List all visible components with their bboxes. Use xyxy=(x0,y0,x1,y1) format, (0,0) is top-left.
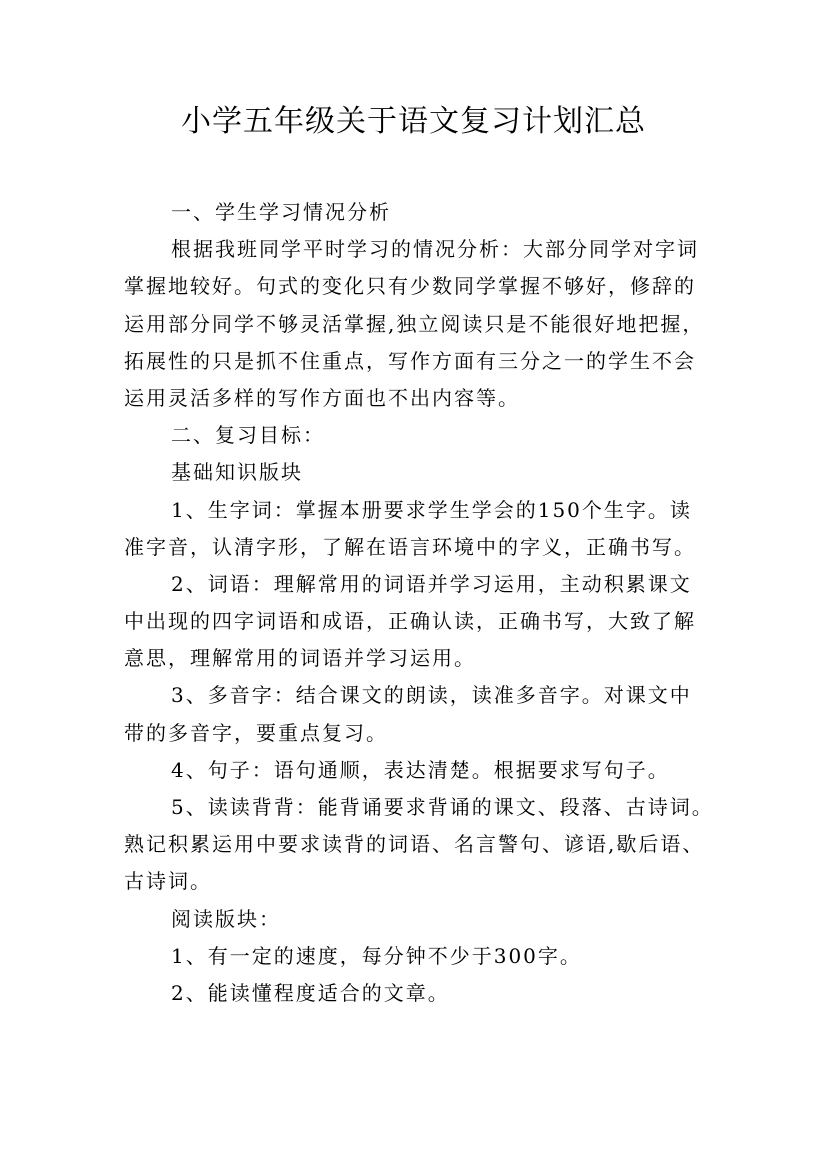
document-text-line: 中出现的四字词语和成语，正确认读，正确书写，大致了解 xyxy=(124,609,696,634)
document-text-line: 古诗词。 xyxy=(124,869,212,894)
document-text-line: 准字音，认清字形，了解在语言环境中的字义，正确书写。 xyxy=(124,534,696,559)
document-text-line: 1、有一定的速度，每分钟不少于300字。 xyxy=(171,943,582,968)
document-text-line: 1、生字词：掌握本册要求学生学会的150个生字。读 xyxy=(171,497,692,522)
document-text-line: 阅读版块： xyxy=(171,906,281,931)
document-text-line: 基础知识版块 xyxy=(171,460,303,485)
document-text-line: 意思，理解常用的词语并学习运用。 xyxy=(124,646,476,671)
document-text-line: 5、读读背背：能背诵要求背诵的课文、段落、古诗词。 xyxy=(171,795,714,819)
document-text-line: 运用灵活多样的写作方面也不出内容等。 xyxy=(124,385,520,410)
document-text-line: 带的多音字，要重点复习。 xyxy=(124,720,388,745)
document-text-line: 一、学生学习情况分析 xyxy=(171,200,391,224)
document-text-line: 掌握地较好。句式的变化只有少数同学掌握不够好，修辞的 xyxy=(124,274,696,299)
document-text-line: 3、多音字：结合课文的朗读，读准多音字。对课文中 xyxy=(171,683,692,708)
document-title: 小学五年级关于语文复习计划汇总 xyxy=(181,104,646,139)
document-text-line: 4、句子：语句通顺，表达清楚。根据要求写句子。 xyxy=(171,757,670,782)
document-text-line: 拓展性的只是抓不住重点，写作方面有三分之一的学生不会 xyxy=(124,348,696,373)
document-text-line: 二、复习目标： xyxy=(171,423,325,448)
document-text-line: 2、能读懂程度适合的文章。 xyxy=(171,980,450,1005)
document-text-line: 根据我班同学平时学习的情况分析：大部分同学对字词 xyxy=(171,237,699,262)
document-text-line: 运用部分同学不够灵活掌握,独立阅读只是不能很好地把握， xyxy=(124,311,705,336)
document-text-line: 2、词语：理解常用的词语并学习运用，主动积累课文 xyxy=(171,571,692,596)
document-text-line: 熟记积累运用中要求读背的词语、名言警句、谚语,歇后语、 xyxy=(124,832,705,857)
document-body xyxy=(124,196,714,1014)
